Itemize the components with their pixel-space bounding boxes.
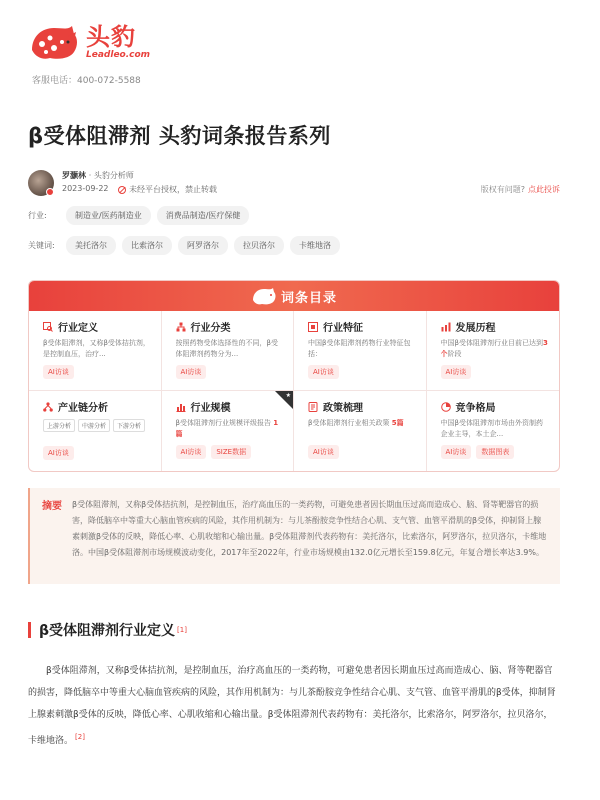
copyright-notice-text: 未经平台授权，禁止转载 [129,185,217,194]
toc-item-classification[interactable] [162,311,295,391]
section-heading [28,620,187,640]
publish-date: 2023-09-22 [62,184,109,193]
toc-heading: 词条目录 [280,290,337,306]
ban-icon [118,186,126,194]
star-icon: ★ [285,392,291,399]
toc-item-desc: 按照药物受体选择性的不同，β受体阻滞剂药物分为... [175,339,278,358]
section-bar [28,622,31,638]
complaint-link[interactable]: 点此投诉 [528,185,560,194]
toc-item-title: 行业定义 [58,323,98,334]
definition-icon [43,322,53,332]
ai-interview-button[interactable]: AI访谈 [176,445,207,459]
data-chart-button[interactable]: 数据图表 [476,445,514,459]
toc-item-title: 竞争格局 [455,403,496,414]
keyword-label: 关键词: [28,241,55,250]
toc-item-history[interactable] [427,311,560,391]
hotline: 客服电话：400-072-5588 [32,76,141,86]
toc-header [29,281,559,311]
toc-item-desc: 中国β受体阻滞剂市场由外资制药企业主导，本土企... [440,419,543,438]
toc-item-title: 行业特征 [323,323,363,334]
keyword-tag[interactable]: 比索洛尔 [122,236,172,255]
toc-item-chain[interactable] [29,391,162,471]
toc-panel [28,280,560,472]
section-body-text: β受体阻滞剂，又称β受体拮抗剂，是控制血压，治疗高血压的一类药物，可避免患者因长期血压过高而造成心、脑、肾等靶器官的损害，降低脑卒中等重大心脑血管疾病的风险，其作用机制为：与儿茶酚胺竞争性结合心肌、支气管、血管平滑肌的β受体，抑制肾上腺素刺激β受体的反映，降低心率、心肌收缩和心输出量。β受体阻滞剂代表药物有：美托洛尔，比索洛尔，阿罗洛尔，拉贝洛尔，卡维地洛。 [28,666,556,746]
ai-interview-button[interactable]: AI访谈 [308,445,339,459]
brand-logo[interactable] [28,20,150,64]
toc-item-scale[interactable] [162,391,295,471]
keyword-tag[interactable]: 卡维地洛 [290,236,340,255]
ai-interview-button[interactable]: AI访谈 [441,445,472,459]
ai-interview-button[interactable]: AI访谈 [308,365,339,379]
reference-link[interactable]: [1] [177,626,187,634]
toc-item-title: 发展历程 [455,323,496,334]
upstream-tag[interactable]: 上游分析 [43,419,75,432]
brand-domain: Leadleo.com [86,50,151,60]
policy-icon [308,402,318,412]
page-title: β受体阻滞剂 头豹词条报告系列 [28,124,331,148]
leopard-toc-icon [251,286,277,306]
section-title: β受体阻滞剂行业定义 [39,623,176,639]
keyword-tag[interactable]: 拉贝洛尔 [234,236,284,255]
scale-icon [176,402,186,412]
summary-text: β受体阻滞剂，又称β受体拮抗剂，是控制血压，治疗高血压的一类药物，可避免患者因长期血压过高而造成心、脑、肾等靶器官的损害，降低脑卒中等重大心脑血管疾病的风险，其作用机制为：与儿茶酚胺竞争性结合心肌、支气管、血管平滑肌的β受体，抑制肾上腺素刺激β受体的反映，降低心率、心肌收缩和心输出量。β受体阻滞剂代表药物有：美托洛尔，比索洛尔，阿罗洛尔，拉贝洛尔，卡维地洛。中国β受体阻滞剂市场规模波动变化，2017年至2022年，行业市场规模由132.0亿元增长至159.8亿元，年复合增长率达3.9%。 [72,500,547,557]
ai-interview-button[interactable]: AI访谈 [43,446,74,460]
author-role: · 头豹分析师 [88,171,134,180]
toc-item-title: 行业规模 [190,403,231,414]
toc-item-desc: 中国β受体阻滞剂行业目前已达到3个阶段 [440,339,548,358]
summary-label: 摘要 [42,501,62,512]
toc-item-desc: β受体阻滞剂，又称β受体拮抗剂，是控制血压，治疗... [43,339,150,358]
feature-icon [308,322,318,332]
author-name[interactable]: 罗灏林 [62,171,86,180]
toc-item-policy[interactable] [294,391,427,471]
toc-item-competition[interactable] [427,391,560,471]
toc-item-title: 产业链分析 [58,403,108,414]
brand-name: 头豹 [86,23,136,51]
industry-tag[interactable]: 制造业/医药制造业 [66,206,151,225]
chain-icon [43,402,53,412]
section-body [28,660,560,752]
copyright-question: 版权有问题? [480,185,525,194]
reference-link[interactable]: [2] [75,733,85,741]
keyword-tag[interactable]: 美托洛尔 [66,236,116,255]
author-row [28,170,560,196]
ai-interview-button[interactable]: AI访谈 [43,365,74,379]
keyword-tag[interactable]: 阿罗洛尔 [178,236,228,255]
classification-icon [176,322,186,332]
summary-box [28,488,560,584]
ai-interview-button[interactable]: AI访谈 [176,365,207,379]
industry-row [28,206,255,225]
copyright-complaint [481,184,560,195]
toc-item-desc: β受体阻滞剂行业规模评级报告 1篇 [175,419,279,438]
copyright-notice [118,184,217,195]
size-data-button[interactable]: SIZE数据 [211,445,251,459]
toc-item-title: 行业分类 [190,323,231,334]
competition-icon [441,402,451,412]
toc-item-title: 政策梳理 [323,403,363,414]
industry-label: 行业: [28,211,47,220]
toc-item-definition[interactable] [29,311,162,391]
midstream-tag[interactable]: 中游分析 [78,419,110,432]
toc-item-feature[interactable] [294,311,427,391]
industry-tag[interactable]: 消费品制造/医疗保健 [157,206,250,225]
ai-interview-button[interactable]: AI访谈 [441,365,472,379]
toc-item-desc: 中国β受体阻滞剂药物行业特征包括： [308,339,411,358]
history-icon [441,322,451,332]
keyword-row [28,236,346,255]
downstream-tag[interactable]: 下游分析 [113,419,145,432]
toc-item-desc: β受体阻滞剂行业相关政策 5篇 [308,419,404,427]
verified-badge-icon [46,188,54,196]
leopard-logo-icon [28,20,80,64]
